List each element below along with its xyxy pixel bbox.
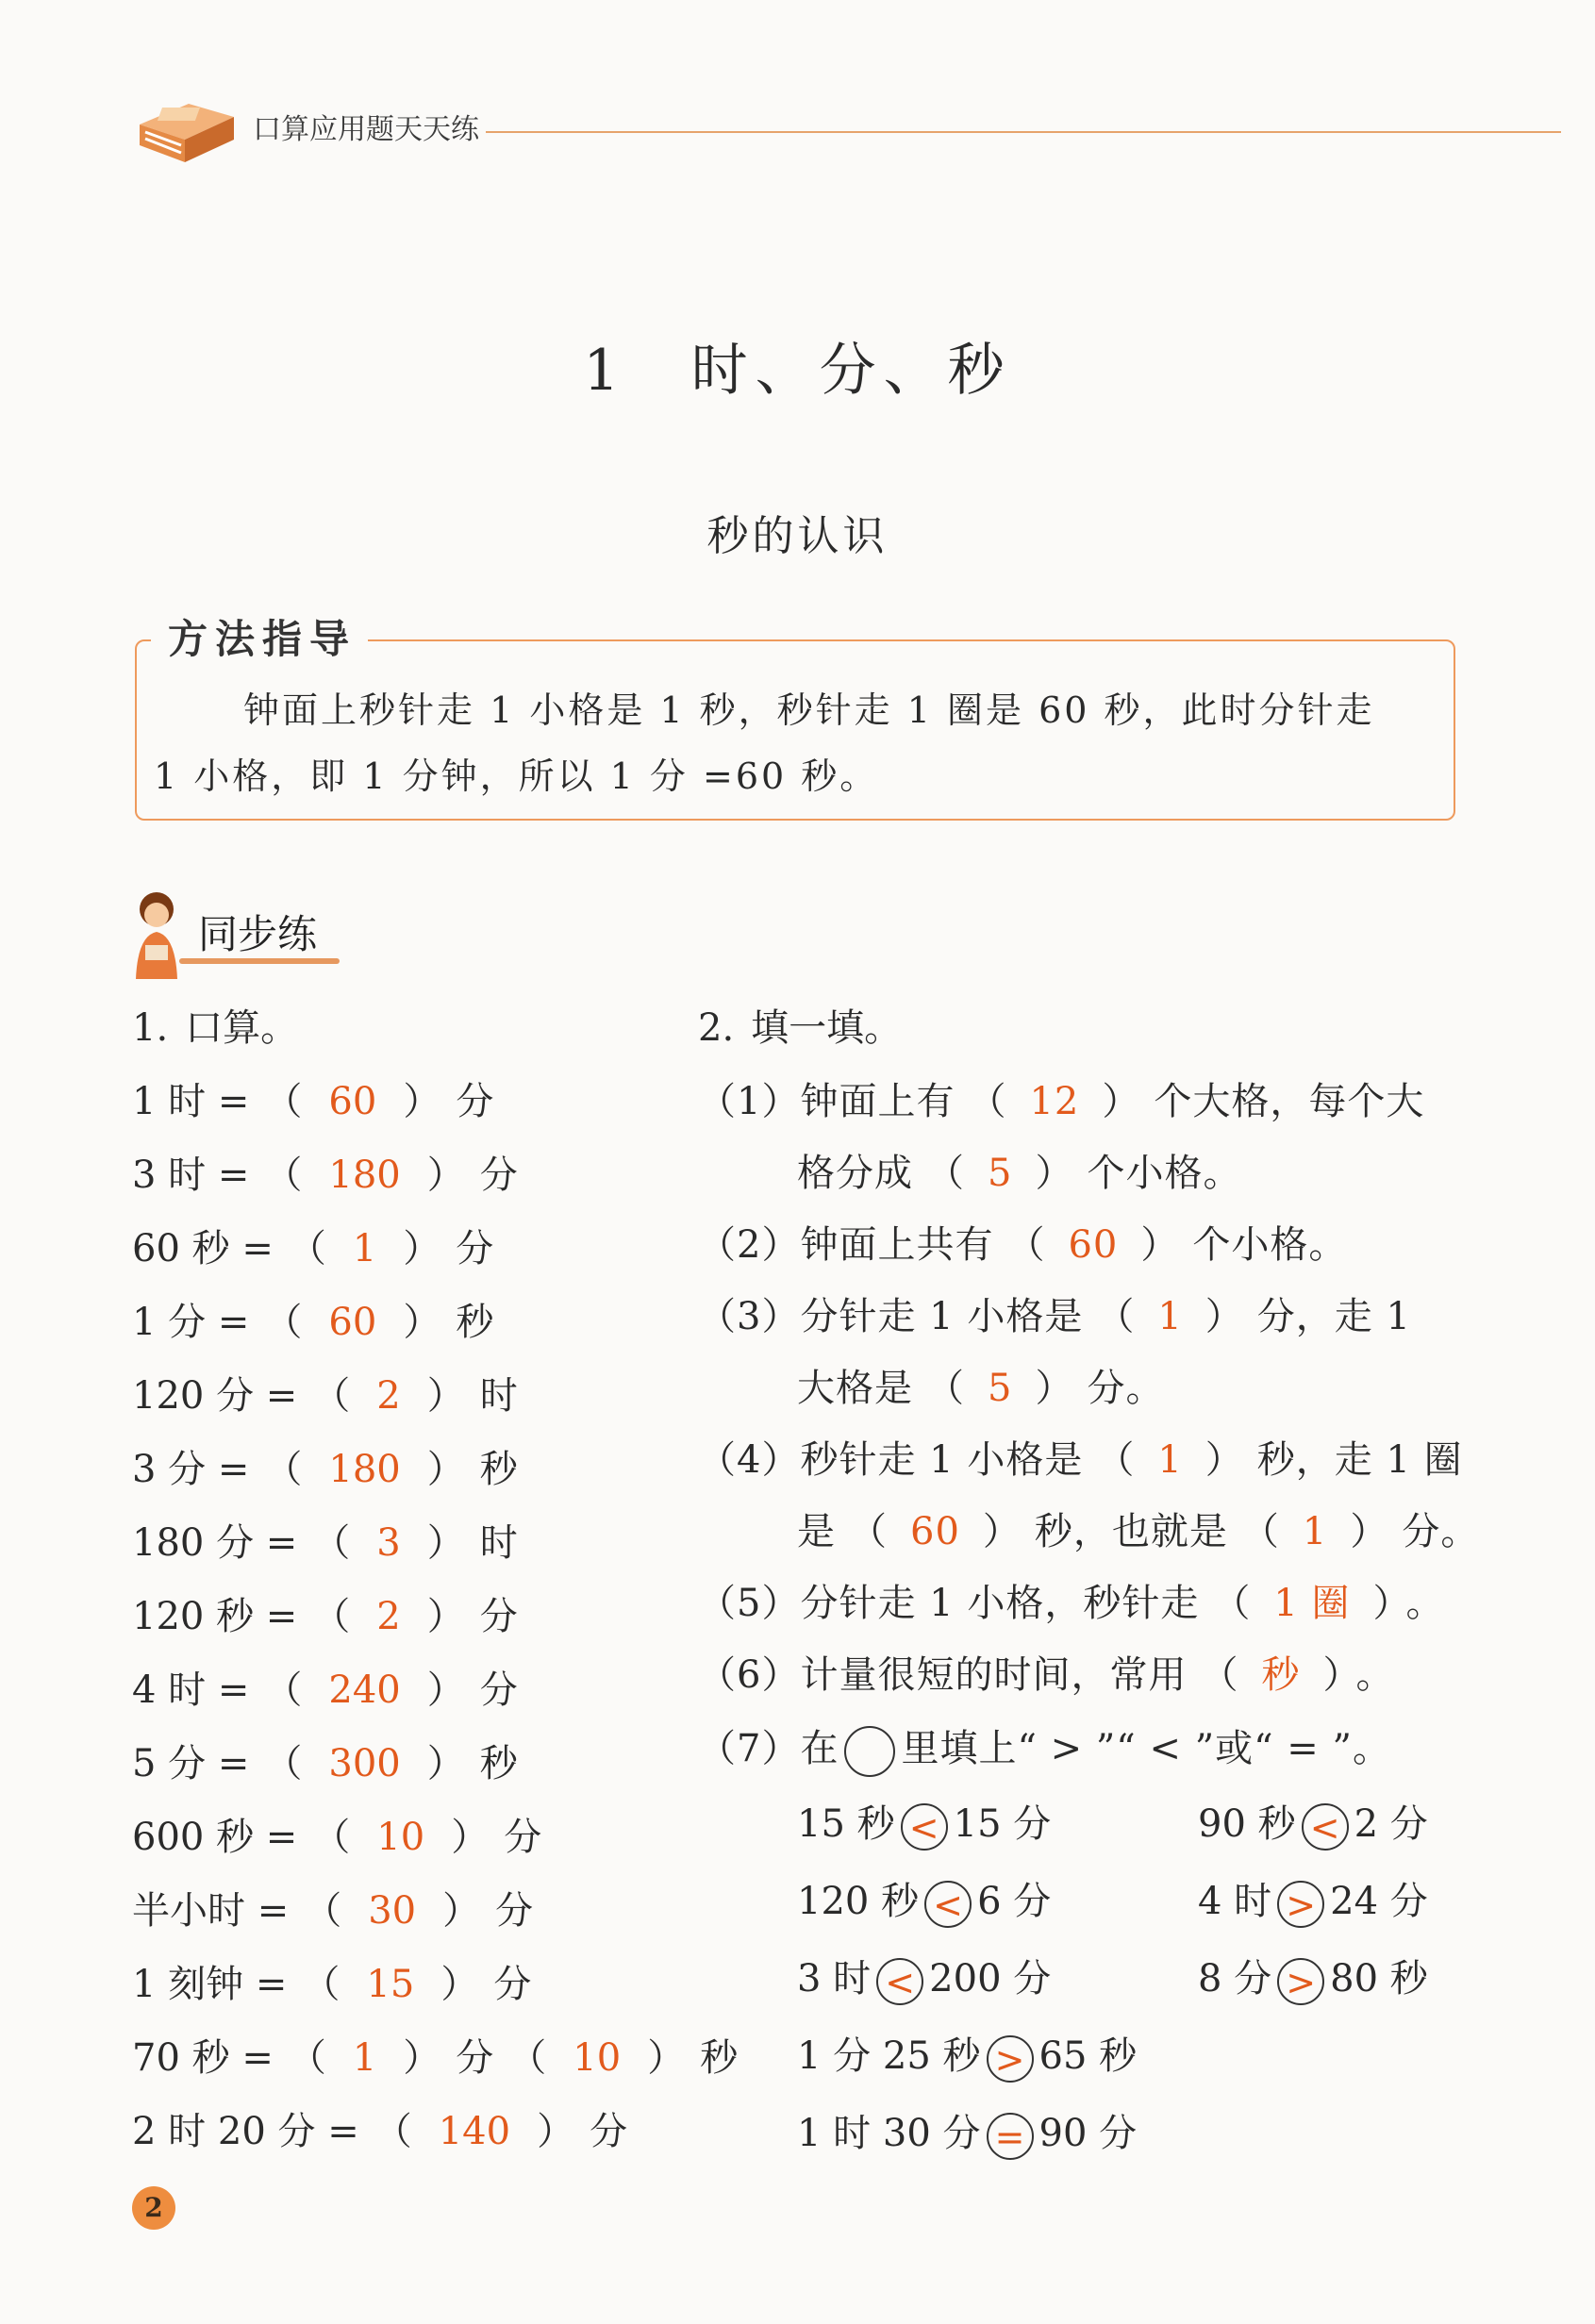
compare-item: 8 分 > 80 秒 bbox=[1198, 1957, 1428, 2003]
chapter-title: 1 时、分、秒 bbox=[583, 338, 1012, 404]
q2-item-3: （3）分针走 1 小格是 （ 1 ） 分，走 1 bbox=[698, 1295, 1411, 1338]
empty-circle-icon bbox=[844, 1726, 895, 1777]
q1-answer: 15 bbox=[366, 1963, 415, 2006]
q1-row: 3 时 = （ 180 ） 分 bbox=[132, 1154, 518, 1197]
sync-practice-title: 同步练 bbox=[198, 911, 318, 957]
question-2-title: 填一填。 bbox=[751, 1006, 903, 1050]
q2-answer: 12 bbox=[1029, 1080, 1080, 1123]
method-text-line-1: 钟面上秒针走 1 小格是 1 秒，秒针走 1 圈是 60 秒，此时分针走 bbox=[243, 689, 1375, 731]
header-divider bbox=[486, 131, 1561, 133]
compare-symbol: < bbox=[901, 1803, 948, 1851]
q2-item-5: （5）分针走 1 小格，秒针走 （ 1 圈 ） 。 bbox=[698, 1582, 1445, 1625]
method-label: 方法指导 bbox=[151, 608, 368, 665]
q1-row: 120 秒 = （ 2 ） 分 bbox=[132, 1595, 518, 1638]
section-title: 秒的认识 bbox=[706, 512, 889, 560]
q2-answer: 秒 bbox=[1261, 1653, 1301, 1697]
book-stack-icon bbox=[132, 87, 241, 174]
compare-item: 4 时 > 24 分 bbox=[1198, 1880, 1428, 1926]
compare-symbol: > bbox=[987, 2035, 1034, 2083]
compare-item: 90 秒 < 2 分 bbox=[1198, 1802, 1428, 1849]
q1-row: 70 秒 = （ 1 ） 分 （ 10 ） 秒 bbox=[132, 2036, 739, 2080]
compare-item: 15 秒 < 15 分 bbox=[797, 1802, 1052, 1849]
q2-item-4: （4）秒针走 1 小格是 （ 1 ） 秒，走 1 圈 bbox=[698, 1438, 1463, 1482]
q1-row: 60 秒 = （ 1 ） 分 bbox=[132, 1227, 494, 1270]
compare-item: 3 时 < 200 分 bbox=[797, 1957, 1052, 2003]
q1-answer: 2 bbox=[376, 1374, 401, 1418]
q1-answer: 140 bbox=[438, 2110, 511, 2153]
compare-symbol: < bbox=[876, 1958, 923, 2005]
q2-answer: 60 bbox=[1068, 1223, 1119, 1267]
q1-answer: 30 bbox=[368, 1889, 417, 1933]
question-2-number: 2. bbox=[698, 1006, 735, 1050]
q1-answer: 180 bbox=[328, 1448, 401, 1491]
compare-item: 1 时 30 分 = 90 分 bbox=[797, 2112, 1138, 2158]
q1-answer: 60 bbox=[328, 1080, 377, 1123]
question-1-heading bbox=[132, 998, 298, 1052]
q2-item-3-cont: 大格是 （ 5 ） 分。 bbox=[797, 1367, 1165, 1410]
header-title: 口算应用题天天练 bbox=[253, 113, 479, 146]
q2-item-4-cont: 是 （ 60 ） 秒，也就是 （ 1 ） 分。 bbox=[797, 1510, 1480, 1553]
q1-row: 600 秒 = （ 10 ） 分 bbox=[132, 1816, 542, 1859]
q1-answer: 60 bbox=[328, 1301, 377, 1344]
q1-row: 4 时 = （ 240 ） 分 bbox=[132, 1668, 518, 1712]
q2-answer: 1 bbox=[1302, 1510, 1328, 1553]
q1-answer: 240 bbox=[328, 1668, 401, 1712]
q2-answer: 1 bbox=[1157, 1438, 1183, 1482]
q1-answer: 1 bbox=[352, 1227, 377, 1270]
q1-answer: 180 bbox=[328, 1154, 401, 1197]
q1-row: 1 时 = （ 60 ） 分 bbox=[132, 1080, 494, 1123]
q2-answer: 5 bbox=[988, 1367, 1013, 1410]
q2-item-7: （7）在 里填上“ > ”“ < ”或“ = ”。 bbox=[698, 1718, 1391, 1777]
q2-item-2: （2）钟面上共有 （ 60 ） 个小格。 bbox=[698, 1223, 1348, 1267]
q2-item-1-cont: 格分成 （ 5 ） 个小格。 bbox=[797, 1152, 1242, 1195]
q1-answer: 300 bbox=[328, 1742, 401, 1785]
compare-symbol: < bbox=[1302, 1803, 1349, 1851]
compare-symbol: > bbox=[1277, 1881, 1324, 1928]
page-number: 2 bbox=[132, 2186, 175, 2230]
q1-row: 半小时 = （ 30 ） 分 bbox=[132, 1889, 534, 1933]
question-2-heading bbox=[698, 998, 902, 1052]
question-1-title: 口算。 bbox=[185, 1006, 299, 1050]
q1-row: 3 分 = （ 180 ） 秒 bbox=[132, 1448, 518, 1491]
q2-answer: 5 bbox=[988, 1152, 1013, 1195]
q1-row: 180 分 = （ 3 ） 时 bbox=[132, 1521, 518, 1565]
q1-row: 120 分 = （ 2 ） 时 bbox=[132, 1374, 518, 1418]
compare-item: 1 分 25 秒 > 65 秒 bbox=[797, 2034, 1138, 2081]
q1-row: 1 分 = （ 60 ） 秒 bbox=[132, 1301, 494, 1344]
q1-row: 5 分 = （ 300 ） 秒 bbox=[132, 1742, 518, 1785]
q2-item-6: （6）计量很短的时间，常用 （ 秒 ） 。 bbox=[698, 1653, 1395, 1697]
method-text-line-2: 1 小格，即 1 分钟，所以 1 分 =60 秒。 bbox=[154, 755, 879, 797]
q1-answer: 10 bbox=[376, 1816, 425, 1859]
q2-answer: 1 bbox=[1157, 1295, 1183, 1338]
question-1-number: 1. bbox=[132, 1006, 169, 1050]
q1-answer: 3 bbox=[376, 1521, 401, 1565]
compare-item: 120 秒 < 6 分 bbox=[797, 1880, 1052, 1926]
q2-answer: 60 bbox=[910, 1510, 960, 1553]
sync-practice-underline bbox=[179, 958, 340, 964]
q1-row: 2 时 20 分 = （ 140 ） 分 bbox=[132, 2110, 628, 2153]
q1-answer: 2 bbox=[376, 1595, 401, 1638]
q1-answer: 10 bbox=[573, 2036, 622, 2080]
student-icon bbox=[130, 888, 183, 979]
q1-answer: 1 bbox=[352, 2036, 377, 2080]
q1-row: 1 刻钟 = （ 15 ） 分 bbox=[132, 1963, 532, 2006]
q2-item-1: （1）钟面上有 （ 12 ） 个大格，每个大 bbox=[698, 1080, 1425, 1123]
compare-symbol: > bbox=[1277, 1958, 1324, 2005]
q2-answer: 1 圈 bbox=[1273, 1582, 1351, 1625]
compare-symbol: < bbox=[924, 1881, 972, 1928]
compare-symbol: = bbox=[987, 2113, 1034, 2160]
